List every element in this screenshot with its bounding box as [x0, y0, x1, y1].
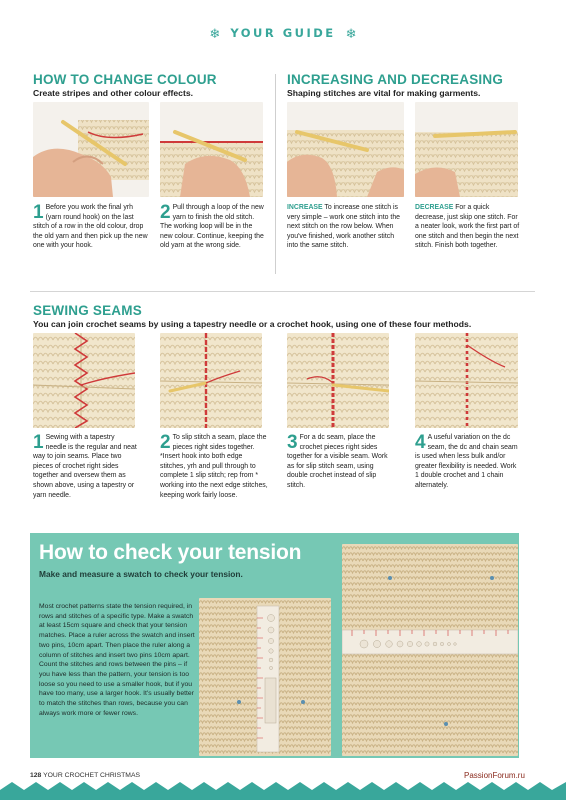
tension-subtitle: Make and measure a swatch to check your tension. [39, 569, 243, 579]
step-text: Before you work the final yrh (yarn round hook) on the last stitch of a row in the old colour, drop the old yarn and then pick up the new one with your hook. [33, 204, 148, 250]
photo-increase [287, 102, 404, 197]
step-decrease [415, 203, 520, 251]
watermark: PassionForum.ru [464, 771, 525, 780]
step-seam-1 [33, 433, 137, 500]
step-number: 1 [33, 432, 44, 453]
page-number: 128 [30, 772, 42, 779]
page-footer [30, 772, 140, 779]
page-header [0, 26, 566, 40]
photo-seam-3 [287, 333, 389, 428]
snowflake-icon: ❄ [345, 25, 357, 41]
step-keyword: INCREASE [287, 204, 323, 211]
step-text: To slip stitch a seam, place the pieces right sides together. *Insert hook into both edge stitches, yrh and pull through to complete 1 slip stitch; rep from * working into the next edge stitches, keeping work fairly loose. [160, 434, 268, 499]
step-text: To increase one stitch is very simple – work one stitch into the next stitch on the row below. When you've finished, work another stitch into the same stitch. [287, 204, 400, 250]
snowflake-icon: ❄ [209, 25, 221, 41]
step-increase [287, 203, 405, 251]
step-change-colour-1 [33, 203, 149, 251]
section-divider [30, 291, 535, 292]
section-title-seams: SEWING SEAMS [33, 303, 142, 318]
step-number: 2 [160, 202, 171, 223]
section-title-change-colour: HOW TO CHANGE COLOUR [33, 72, 217, 87]
step-seam-2 [160, 433, 268, 500]
photo-seam-4 [415, 333, 518, 428]
section-subtitle-seams: You can join crochet seams by using a tapestry needle or a crochet hook, using one of these four methods. [33, 319, 472, 329]
step-number: 1 [33, 202, 44, 223]
tension-title: How to check your tension [39, 541, 302, 564]
step-text: A useful variation on the dc seam, the dc and chain seam is used when less bulk and/or greater flexibility is needed. Work 1 double crochet and 1 chain alternately. [415, 434, 518, 489]
photo-decrease [415, 102, 518, 197]
section-subtitle-change-colour: Create stripes and other colour effects. [33, 88, 193, 98]
step-number: 2 [160, 432, 171, 453]
step-seam-3 [287, 433, 395, 491]
step-text: For a quick decrease, just skip one stitch. For a neater look, work the first part of one stitch and then begin the next stitch. Finish both together. [415, 204, 520, 250]
zigzag-border [0, 782, 566, 800]
step-text: Sewing with a tapestry needle is the regular and neat way to join seams. Place two pieces of crochet right sides together and oversew them as shown above, using a tapestry or yarn needle. [33, 434, 137, 499]
photo-change-colour-step1 [33, 102, 149, 197]
photo-tension-swatch-ruler [199, 598, 331, 756]
page-header-title: YOUR GUIDE [230, 26, 336, 40]
tension-body: Most crochet patterns state the tension required, in rows and stitches of a specific type. Make a swatch at least 15cm square and check that your tension matches. Place a ruler across the swatch and insert two pins, 10cm apart. Then place the ruler along a column of stitches and insert two pins 10cm apart. Count the stitches and rows between the pins – if you have less than the pattern, your tension is too loose so you need to use a smaller hook, but if you have too many, use a larger hook. It's usually better to match the stitches than rows, because you can always work more or fewer rows. [39, 603, 195, 717]
step-keyword: DECREASE [415, 204, 454, 211]
step-change-colour-2 [160, 203, 266, 251]
magazine-name: YOUR CROCHET CHRISTMAS [41, 772, 141, 779]
step-seam-4 [415, 433, 520, 491]
photo-change-colour-step2 [160, 102, 263, 197]
column-divider [275, 74, 276, 274]
tension-panel [30, 533, 519, 758]
photo-seam-1 [33, 333, 135, 428]
step-number: 3 [287, 432, 298, 453]
step-text: For a dc seam, place the crochet pieces right sides together for a visible seam. Work as for slip stitch seam, using double crochet instead of slip stitch. [287, 434, 388, 489]
section-title-inc-dec: INCREASING AND DECREASING [287, 72, 504, 87]
step-text: Pull through a loop of the new yarn to finish the old stitch. The working loop will be in the new colour. Continue, keeping the old yarn at the wrong side. [160, 204, 264, 250]
photo-tension-swatch-ruler-2 [342, 544, 518, 756]
section-subtitle-inc-dec: Shaping stitches are vital for making garments. [287, 88, 481, 98]
step-number: 4 [415, 432, 426, 453]
photo-seam-2 [160, 333, 262, 428]
